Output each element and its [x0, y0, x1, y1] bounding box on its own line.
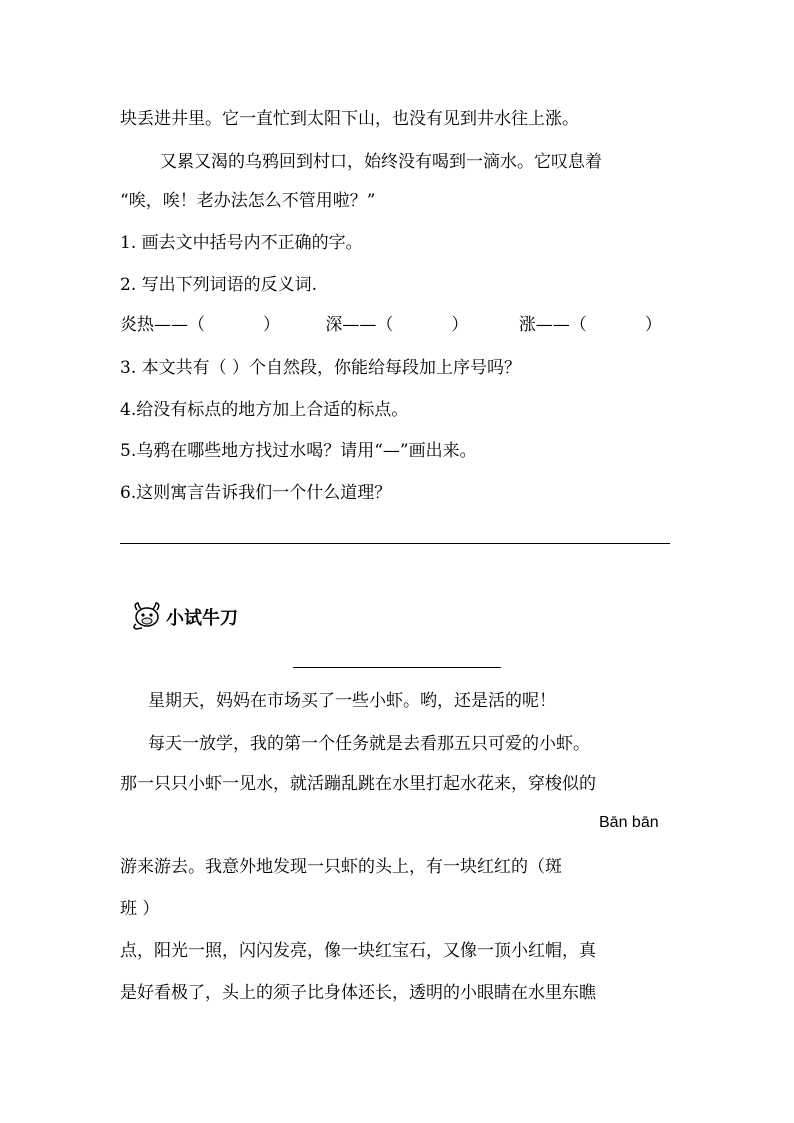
- question-4: 4.给没有标点的地方加上合适的标点。: [120, 400, 409, 420]
- passage-line-7: 是好看极了，头上的须子比身体还长，透明的小眼睛在水里东瞧: [120, 983, 596, 1003]
- question-5: 5.乌鸦在哪些地方找过水喝？请用“—”画出来。: [120, 441, 477, 461]
- story-line-3: “唉，唉！老办法怎么不管用啦？”: [120, 191, 376, 211]
- section-title: 小试牛刀: [166, 608, 238, 629]
- pinyin-annotation: Bān bān: [599, 814, 659, 831]
- passage-line-4: 游来游去。我意外地发现一只虾的头上，有一块红红的（斑: [120, 857, 562, 877]
- story-line-1: 块丢进井里。它一直忙到太阳下山，也没有见到井水往上涨。: [120, 109, 579, 129]
- story-line-2: 又累又渴的乌鸦回到村口，始终没有喝到一滴水。它叹息着: [160, 152, 602, 172]
- question-1: 1. 画去文中括号内不正确的字。: [120, 233, 363, 253]
- passage-line-6: 点，阳光一照，闪闪发亮，像一块红宝石，又像一顶小红帽，真: [120, 941, 596, 961]
- passage-line-5: 班 ）: [120, 899, 160, 919]
- passage-line-3: 那一只只小虾一见水，就活蹦乱跳在水里打起水花来，穿梭似的: [120, 774, 596, 794]
- antonym-item-2: [325, 314, 513, 336]
- answer-line: [120, 543, 670, 544]
- title-blank-line: [293, 667, 501, 668]
- antonym-item-3: [519, 314, 662, 336]
- antonym-word: 深——（: [325, 315, 394, 335]
- question-3: 3. 本文共有（ ）个自然段，你能给每段加上序号吗？: [120, 358, 522, 378]
- antonym-close: ）: [644, 315, 662, 335]
- cartoon-ox-icon: [130, 600, 164, 634]
- antonym-word: 炎热——（: [120, 315, 205, 335]
- antonym-close: ）: [263, 315, 280, 335]
- passage-paragraph-1: 星期天，妈妈在市场买了一些小虾。哟，还是活的呢！: [148, 691, 556, 711]
- antonym-close: ）: [451, 315, 469, 335]
- section-header: [130, 600, 238, 634]
- antonym-item-1: [120, 314, 320, 336]
- antonym-row: [120, 314, 662, 336]
- question-2: 2. 写出下列词语的反义词.: [120, 275, 318, 295]
- passage-paragraph-2: 每天一放学，我的第一个任务就是去看那五只可爱的小虾。: [148, 734, 590, 754]
- question-6: 6.这则寓言告诉我们一个什么道理？: [120, 483, 392, 503]
- antonym-word: 涨——（: [518, 315, 587, 335]
